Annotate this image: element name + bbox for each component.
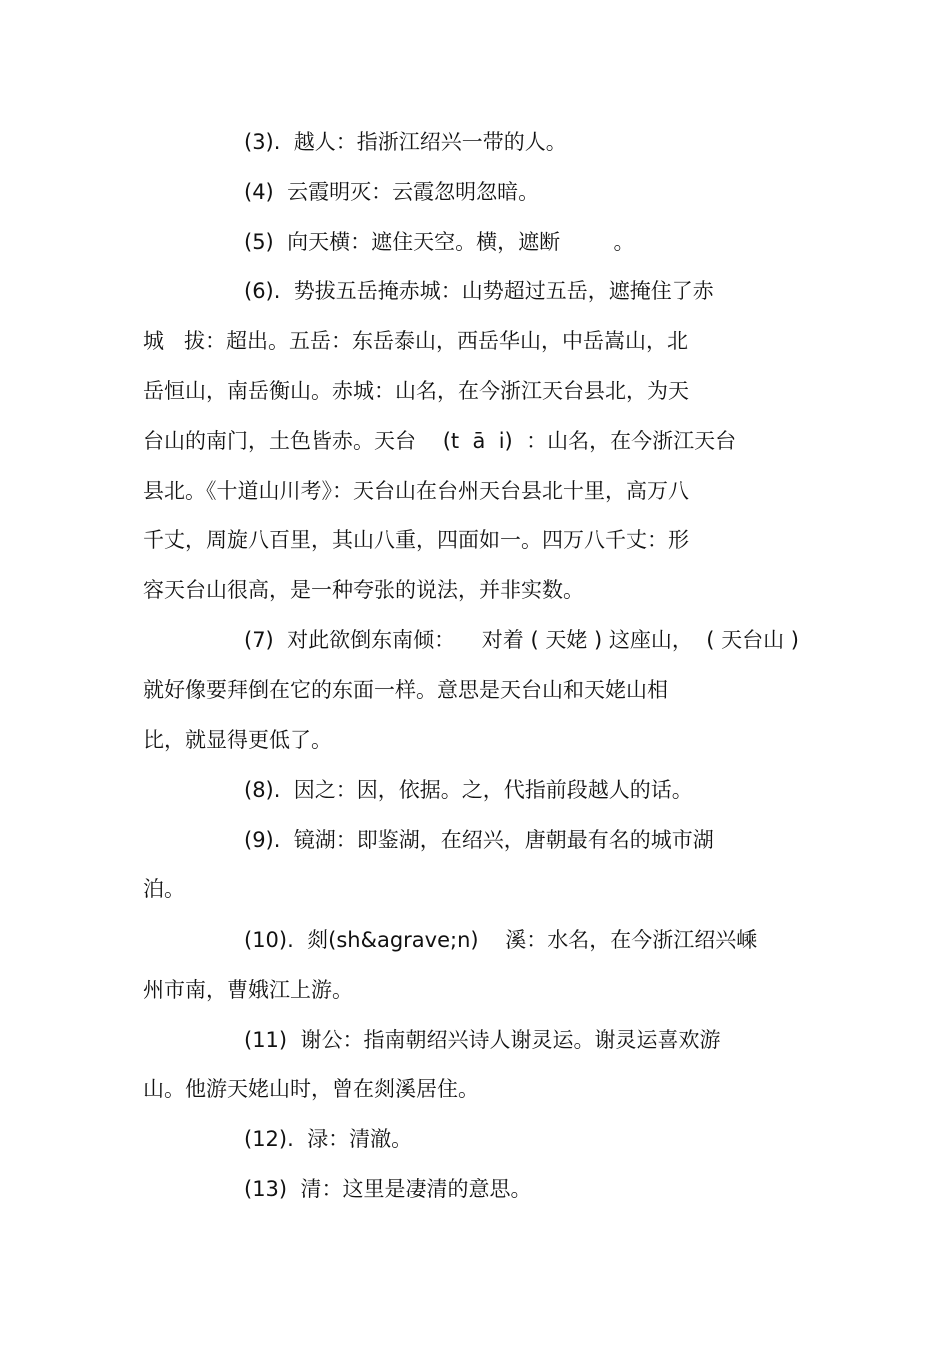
note-12: (12). 渌：清澈。 <box>244 1127 413 1151</box>
note-5: (5) 向天横：遮住天空。横，遮断 。 <box>244 230 635 254</box>
note-9-line-1: (9). 镜湖：即鉴湖，在绍兴，唐朝最有名的城市湖 <box>244 828 714 852</box>
note-7-line-1: (7) 对此欲倒东南倾： 对着 ( 天姥 ) 这座山， ( 天台山 ) <box>244 628 799 652</box>
note-6-line-7: 容天台山很高，是一种夸张的说法，并非实数。 <box>143 578 584 602</box>
note-7-line-3: 比，就显得更低了。 <box>143 728 332 752</box>
note-7-line-2: 就好像要拜倒在它的东面一样。意思是天台山和天姥山相 <box>143 678 668 702</box>
note-6-line-5: 县北。《十道山川考》：天台山在台州天台县北十里，高万八 <box>143 479 689 503</box>
note-6-line-1: (6). 势拔五岳掩赤城：山势超过五岳，遮掩住了赤 <box>244 279 714 303</box>
note-10-line-1: (10). 剡(sh&agrave;n) 溪：水名，在今浙江绍兴嵊 <box>244 928 758 952</box>
note-11-line-1: (11) 谢公：指南朝绍兴诗人谢灵运。谢灵运喜欢游 <box>244 1028 721 1052</box>
note-8: (8). 因之：因，依据。之，代指前段越人的话。 <box>244 778 693 802</box>
note-6-line-4: 台山的南门，土色皆赤。天台 (t ā i) ：山名，在今浙江天台 <box>143 429 737 453</box>
note-4: (4) 云霞明灭：云霞忽明忽暗。 <box>244 180 540 204</box>
note-6-line-2: 城 拔：超出。五岳：东岳泰山，西岳华山，中岳嵩山，北 <box>143 329 689 353</box>
note-11-line-2: 山。他游天姥山时，曾在剡溪居住。 <box>143 1077 479 1101</box>
note-6-line-3: 岳恒山，南岳衡山。赤城：山名，在今浙江天台县北，为天 <box>143 379 689 403</box>
note-9-line-2: 泊。 <box>143 877 185 901</box>
note-13: (13) 清：这里是凄清的意思。 <box>244 1177 532 1201</box>
note-3: (3). 越人：指浙江绍兴一带的人。 <box>244 130 567 154</box>
note-10-line-2: 州市南，曹娥江上游。 <box>143 978 353 1002</box>
note-6-line-6: 千丈，周旋八百里，其山八重，四面如一。四万八千丈：形 <box>143 528 689 552</box>
